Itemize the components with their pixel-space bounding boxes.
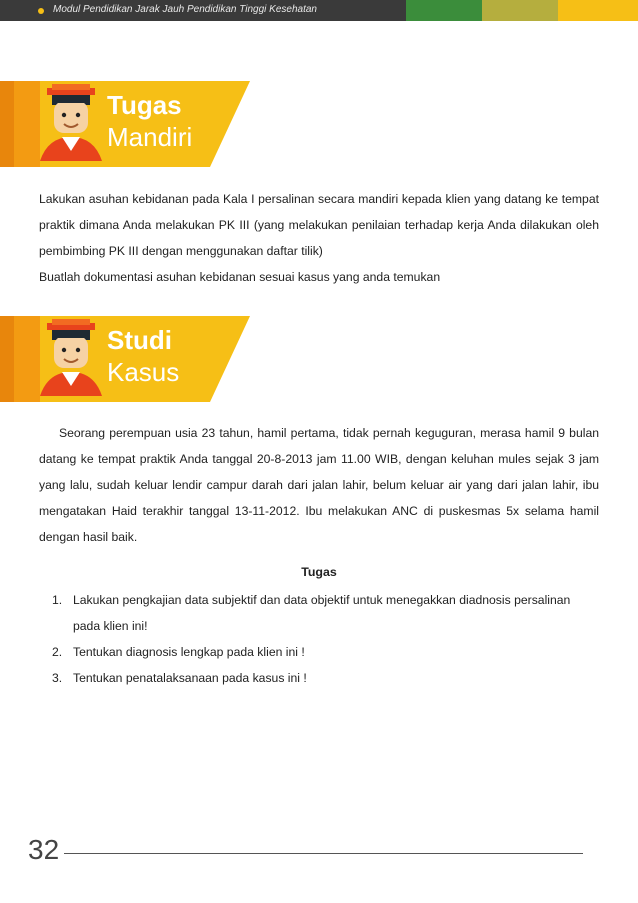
list-text: Tentukan diagnosis lengkap pada klien ini ! bbox=[73, 645, 305, 659]
page-number: 32 bbox=[28, 834, 60, 865]
banner-title: Studi bbox=[107, 325, 172, 355]
header-green-segment bbox=[406, 0, 482, 21]
footer-divider bbox=[64, 853, 583, 854]
banner-subtitle: Mandiri bbox=[107, 122, 193, 152]
banner-studi-kasus bbox=[0, 316, 260, 402]
tasks-heading: Tugas bbox=[301, 565, 337, 579]
paragraph: Buatlah dokumentasi asuhan kebidanan sesuai kasus yang anda temukan bbox=[39, 270, 441, 284]
list-number: 3. bbox=[52, 671, 63, 685]
bullet-dot-icon bbox=[38, 8, 44, 14]
list-text: Tentukan penatalaksanaan pada kasus ini ! bbox=[73, 671, 307, 685]
task-list bbox=[52, 587, 600, 691]
list-number: 2. bbox=[52, 645, 63, 659]
header-olive-segment bbox=[482, 0, 558, 21]
list-item bbox=[52, 665, 600, 691]
banner-subtitle: Kasus bbox=[107, 357, 180, 387]
list-item bbox=[52, 587, 600, 639]
studi-kasus-text bbox=[39, 420, 599, 550]
banner-tugas-mandiri bbox=[0, 81, 260, 167]
header-bar bbox=[0, 0, 638, 21]
module-title: Modul Pendidikan Jarak Jauh Pendidikan Tinggi Kesehatan bbox=[53, 4, 317, 15]
list-text: Lakukan pengkajian data subjektif dan data objektif untuk menegakkan diadnosis persalinan pada klien ini! bbox=[73, 593, 571, 633]
banner-title: Tugas bbox=[107, 90, 182, 120]
list-item bbox=[52, 639, 600, 665]
header-yellow-segment bbox=[558, 0, 638, 21]
paragraph: Lakukan asuhan kebidanan pada Kala I persalinan secara mandiri kepada klien yang datang ke tempat praktik dimana Anda melakukan PK III (yang melakukan penilaian terhadap kerja Anda dilakukan oleh pembimbing PK III dengan menggunakan daftar tilik) bbox=[39, 192, 599, 258]
paragraph: Seorang perempuan usia 23 tahun, hamil pertama, tidak pernah keguguran, merasa hamil 9 bulan datang ke tempat praktik Anda tanggal 20-8-2013 jam 11.00 WIB, dengan keluhan mules sejak 3 jam yang lalu, sudah keluar lendir campur darah dari jalan lahir, belum keluar air yang dari jalan lahir, ibu mengatakan Haid terakhir tanggal 13-11-2012. Ibu melakukan ANC di puskesmas 5x selama hamil dengan hasil baik. bbox=[39, 426, 599, 544]
list-number: 1. bbox=[52, 593, 63, 607]
tugas-mandiri-text bbox=[39, 186, 599, 290]
